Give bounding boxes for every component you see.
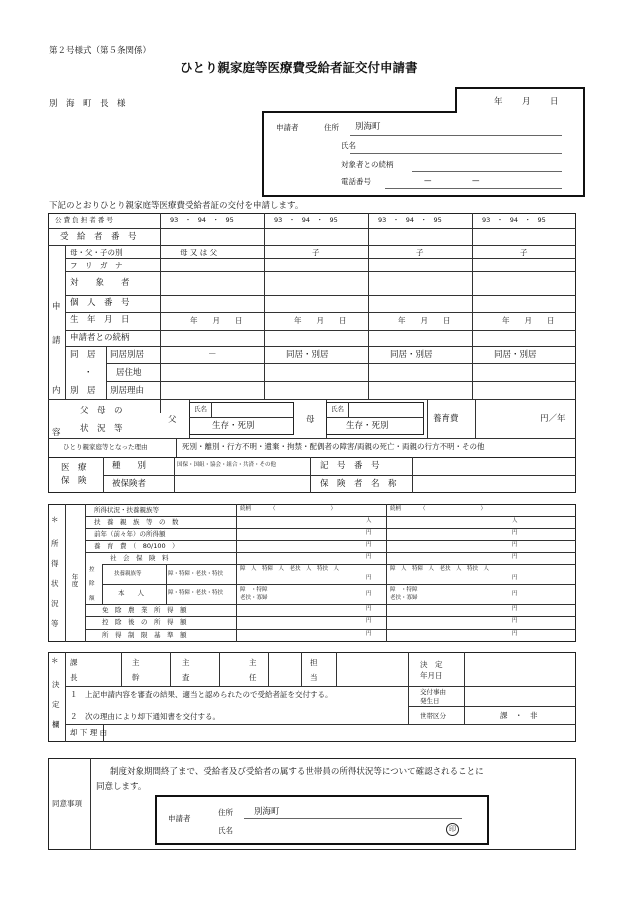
income-row-label: 免 除 農 業 所 得 額 <box>102 606 187 614</box>
applicant-label: 申請者 <box>276 123 299 132</box>
income-row-label: 前年（前々年）の所得額 <box>94 530 166 538</box>
payer-prefix: 93 ・ 94 ・ 95 <box>482 216 546 224</box>
decision-line-2: ２ 次の理由により却下通知書を交付する。 <box>70 712 220 721</box>
payer-prefix: 93 ・ 94 ・ 95 <box>170 216 234 224</box>
income-row-label: 所 得 制 限 基 準 額 <box>102 631 187 639</box>
income-row-label: 控 除 後 の 所 得 額 <box>102 618 187 626</box>
row-rel-applicant-label: 申請者との続柄 <box>70 333 130 343</box>
payer-prefix: 93 ・ 94 ・ 95 <box>274 216 338 224</box>
self-types: 障 ・特障 <box>240 587 268 593</box>
row-relation-label: 母・父・子の別 <box>70 248 123 257</box>
income-row-label: 扶 養 親 族 等 の 数 <box>94 518 179 526</box>
stamp-label: 幹 <box>132 673 140 682</box>
insurer-name-label: 保 険 者 名 称 <box>320 479 397 489</box>
stamp-label: 課 <box>70 658 78 667</box>
form-number: 第２号様式（第５条関係） <box>49 46 152 56</box>
relation-paren: （ ） <box>270 506 337 512</box>
row-target-label: 対 象 者 <box>70 278 130 288</box>
side-char: 申 <box>52 302 61 312</box>
consent-text: 制度対象期間終了まで、受給者及び受給者の属する世帯員の所得状況等について確認されることに <box>110 767 484 777</box>
payer-prefix: 93 ・ 94 ・ 95 <box>378 216 442 224</box>
dokyo-cell: － <box>208 350 217 360</box>
date-year: 年 <box>494 97 503 107</box>
father-name-label: 氏名 <box>194 405 207 413</box>
yoikuhi-label: 養育費 <box>433 414 459 424</box>
side-char: 内 <box>52 386 61 396</box>
insurance-label: 保 険 <box>61 476 87 486</box>
relation-cell: 子 <box>520 248 528 257</box>
date-day: 日 <box>550 97 559 107</box>
unit: 人 <box>512 518 518 524</box>
birth-cell: 年 月 日 <box>398 316 451 325</box>
consent-address-value: 別海町 <box>254 807 280 817</box>
side-char: 況 <box>51 599 59 608</box>
side-char: 状 <box>51 579 59 588</box>
side-char: 得 <box>51 559 59 568</box>
consent-address-label: 住所 <box>218 808 233 817</box>
stamp-label: 主 <box>132 658 140 667</box>
unit: 円 <box>366 631 372 637</box>
stamp-label: 査 <box>182 673 190 682</box>
mother-label: 母 <box>306 415 315 425</box>
unit: 円 <box>512 542 518 548</box>
relation-cell: 子 <box>416 248 424 257</box>
date-month: 月 <box>522 97 531 107</box>
stamp-label: 当 <box>310 673 318 682</box>
household-label: 世帯区分 <box>420 712 446 720</box>
dependents-counts: 障 人 特障 人 老扶 人 特扶 人 <box>240 566 340 572</box>
status-label: 状 況 等 <box>80 424 123 434</box>
mark: ＊ <box>51 656 59 665</box>
birth-cell: 年 月 日 <box>502 316 555 325</box>
unit: 円 <box>366 591 372 597</box>
payer-number-label: 公 費 負 担 者 番 号 <box>55 216 113 224</box>
unit: 円 <box>366 530 372 536</box>
relation-label: 続柄 <box>390 506 402 512</box>
row-personal-no-label: 個 人 番 号 <box>70 298 130 308</box>
dependents-detail: 障・特障・老扶・特扶 <box>168 571 224 577</box>
consent-applicant-label: 申請者 <box>168 814 191 823</box>
birth-cell: 年 月 日 <box>294 316 347 325</box>
reason-label: ひとり親家庭等となった理由 <box>63 443 148 451</box>
birth-cell: 年 月 日 <box>190 316 243 325</box>
insured-label: 被保険者 <box>112 479 147 489</box>
dependents-counts: 障 人 特障 人 老扶 人 特扶 人 <box>390 566 490 572</box>
address-label: 住所 <box>324 123 339 132</box>
consent-applicant-box <box>155 795 489 845</box>
stamp-label: 主 <box>249 658 257 667</box>
decision-line-1: １ 上記申請内容を審査の結果、適当と認められたので受給者証を交付する。 <box>70 690 333 699</box>
row-dot: ・ <box>84 368 93 378</box>
name-label: 氏名 <box>341 141 356 150</box>
rejection-reason-label: 却 下 理 由 <box>70 728 108 737</box>
father-label: 父 <box>168 415 177 425</box>
unit: 円 <box>512 575 518 581</box>
row-dokyo-betsukyo-label: 同居別居 <box>110 350 145 360</box>
unit: 円 <box>512 591 518 597</box>
income-row-label: 本 人 <box>118 589 144 597</box>
dokyo-cell: 同居・別居 <box>286 350 329 360</box>
side-char: 等 <box>51 619 59 628</box>
side-char: ＊ <box>51 515 59 524</box>
phone-dash: — <box>472 176 480 185</box>
unit: 円 <box>366 618 372 624</box>
recipient-number-label: 受 給 者 番 号 <box>60 232 137 242</box>
phone-label: 電話番号 <box>341 177 371 186</box>
income-row-label: 養 育 費 （ 80/100 ） <box>94 542 179 550</box>
issue-reason-label: 発生日 <box>420 697 440 705</box>
relation-label: 対象者との続柄 <box>341 160 394 169</box>
mother-name-label: 氏名 <box>331 405 344 413</box>
unit: 円 <box>512 631 518 637</box>
row-dokyo-label: 同 居 <box>70 350 96 360</box>
side-char: 欄 <box>52 720 60 729</box>
stamp-label: 長 <box>70 673 78 682</box>
stamp-label: 主 <box>182 658 190 667</box>
unit: 円 <box>512 618 518 624</box>
side-char: 容 <box>52 428 61 438</box>
income-row-label: 扶養親族等 <box>114 571 142 577</box>
reason-options: 死別・離別・行方不明・遺棄・拘禁・配偶者の障害/両親の死亡・両親の行方不明・その他 <box>182 442 485 451</box>
address-value: 別海町 <box>355 122 381 132</box>
unit: 人 <box>366 518 372 524</box>
unit: 円 <box>366 554 372 560</box>
deduction-char: 控 <box>89 567 95 573</box>
page-title: ひとり親家庭等医療費受給者証交付申請書 <box>180 60 418 75</box>
side-char: 請 <box>52 336 61 346</box>
deduction-char: 額 <box>89 596 95 602</box>
self-types: 老扶・寡婦 <box>390 595 418 601</box>
year-label: 年 度 <box>71 573 85 588</box>
decision-date-label: 決 定 <box>420 660 443 669</box>
self-types: 障 ・特障 <box>390 587 418 593</box>
row-betsukyo-reason-label: 別居理由 <box>110 386 145 396</box>
stamp-label: 任 <box>249 673 257 682</box>
symbol-number-label: 記 号 番 号 <box>320 461 380 471</box>
unit: 円 <box>512 530 518 536</box>
taxable-options: 課 ・ 非 <box>500 711 538 720</box>
income-row-label: 社 会 保 険 料 <box>110 554 169 562</box>
relation-cell: 母 又 は 父 <box>180 248 218 257</box>
unit: 円 <box>366 606 372 612</box>
medical-label: 医 療 <box>61 463 87 473</box>
dokyo-cell: 同居・別居 <box>390 350 433 360</box>
type-label: 種 別 <box>112 461 147 471</box>
deduction-char: 除 <box>89 581 95 587</box>
father-alive-dead: 生存・死別 <box>212 421 255 431</box>
intro-text: 下記のとおりひとり親家庭等医療費受給者証の交付を申請します。 <box>49 201 304 211</box>
relation-cell: 子 <box>312 248 320 257</box>
dokyo-cell: 同居・別居 <box>494 350 537 360</box>
unit: 円 <box>512 554 518 560</box>
row-furigana-label: フ リ ガ ナ <box>70 261 123 270</box>
unit: 円 <box>366 542 372 548</box>
unit: 円 <box>512 606 518 612</box>
phone-dash: — <box>424 176 432 185</box>
income-row-label: 所得状況・扶養親族等 <box>94 506 159 514</box>
row-betsukyo-label: 別 居 <box>70 386 96 396</box>
self-detail: 障・特障・老扶・特扶 <box>168 590 224 596</box>
consent-name-label: 氏名 <box>218 826 233 835</box>
yoikuhi-unit: 円／年 <box>540 414 566 424</box>
relation-paren: （ ） <box>420 506 487 512</box>
consent-label: 同意事項 <box>52 799 82 808</box>
seal-mark: 印 <box>446 823 459 836</box>
insurance-types: 国保・国組・協会・組合・共済・その他 <box>177 462 277 468</box>
side-char: 所 <box>51 539 59 548</box>
stamp-label: 担 <box>310 658 318 667</box>
row-kyojuchi-label: 居住地 <box>116 368 142 378</box>
consent-text: 同意します。 <box>96 782 147 792</box>
issue-reason-label: 交付事由 <box>420 688 446 696</box>
self-types: 老扶・寡婦 <box>240 595 268 601</box>
decision-date-label: 年月日 <box>420 671 443 680</box>
parents-label: 父 母 の <box>80 406 123 416</box>
addressee: 別 海 町 長 様 <box>49 99 126 109</box>
row-birth-label: 生 年 月 日 <box>70 315 130 325</box>
side-char: 決 <box>52 680 60 689</box>
side-char: 定 <box>52 700 60 709</box>
relation-label: 続柄 <box>240 506 252 512</box>
mother-alive-dead: 生存・死別 <box>346 421 389 431</box>
unit: 円 <box>366 575 372 581</box>
